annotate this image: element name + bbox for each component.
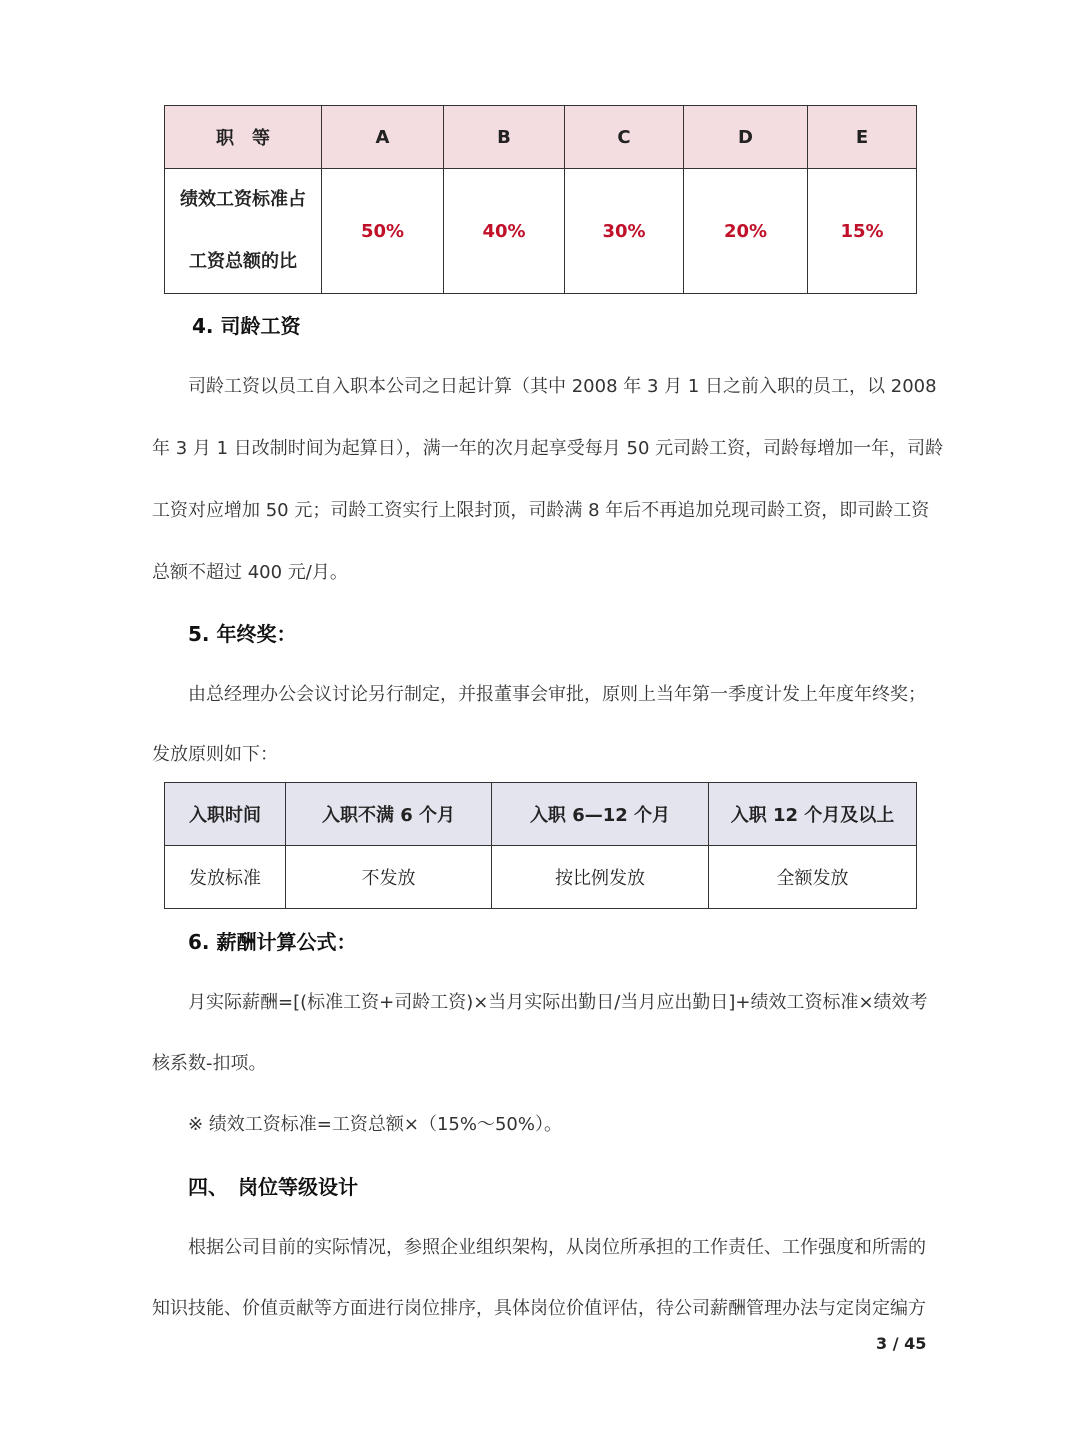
- page-number: 3 / 45: [876, 1334, 927, 1353]
- header-6-12: 入职 6—12 个月: [492, 783, 709, 846]
- header-e: E: [808, 106, 917, 169]
- table-row: [165, 846, 917, 909]
- table-header-row: [165, 106, 917, 169]
- value-a: 50%: [322, 169, 444, 294]
- header-under-6: 入职不满 6 个月: [286, 783, 492, 846]
- cell-under-6: 不发放: [286, 846, 492, 909]
- section-four-line-1: 根据公司目前的实际情况，参照企业组织架构，从岗位所承担的工作责任、工作强度和所需的: [188, 1237, 926, 1258]
- section-5-line-2: 发放原则如下：: [152, 744, 278, 765]
- section-4-title: 4. 司龄工资: [192, 314, 301, 338]
- section-4-line-4: 总额不超过 400 元/月。: [152, 562, 348, 583]
- row-label: [165, 169, 322, 294]
- value-d: 20%: [684, 169, 808, 294]
- header-tenure: 入职时间: [165, 783, 286, 846]
- section-four-line-2: 知识技能、价值贡献等方面进行岗位排序，具体岗位价值评估，待公司薪酬管理办法与定岗定编方: [152, 1298, 926, 1319]
- performance-ratio-table: [164, 105, 917, 294]
- row-label-line-1: 绩效工资标准占: [180, 189, 306, 210]
- section-5-title: 5. 年终奖：: [188, 622, 297, 646]
- table-header-row: [165, 783, 917, 846]
- section-6-title: 6. 薪酬计算公式：: [188, 930, 357, 954]
- cell-over-12: 全额发放: [709, 846, 917, 909]
- value-e: 15%: [808, 169, 917, 294]
- header-b: B: [444, 106, 565, 169]
- header-c: C: [565, 106, 684, 169]
- row-label-line-2: 工资总额的比: [189, 251, 297, 272]
- section-4-line-2: 年 3 月 1 日改制时间为起算日），满一年的次月起享受每月 50 元司龄工资，司龄每增加一年，司龄: [152, 438, 944, 459]
- table-row: [165, 169, 917, 294]
- value-c: 30%: [565, 169, 684, 294]
- section-4-line-1: 司龄工资以员工自入职本公司之日起计算（其中 2008 年 3 月 1 日之前入职的员工，以 2008: [188, 376, 937, 397]
- section-6-note: ※ 绩效工资标准=工资总额×（15%～50%）。: [188, 1114, 562, 1135]
- header-grade: 职 等: [165, 106, 322, 169]
- cell-6-12: 按比例发放: [492, 846, 709, 909]
- section-four-title: 四、 岗位等级设计: [188, 1175, 358, 1199]
- value-b: 40%: [444, 169, 565, 294]
- section-6-line-1: 月实际薪酬=[(标准工资+司龄工资)×当月实际出勤日/当月应出勤日]+绩效工资标准×绩效考: [188, 992, 928, 1013]
- bonus-rule-table: [164, 782, 917, 909]
- section-6-line-2: 核系数-扣项。: [152, 1053, 267, 1074]
- header-over-12: 入职 12 个月及以上: [709, 783, 917, 846]
- header-d: D: [684, 106, 808, 169]
- section-5-line-1: 由总经理办公会议讨论另行制定，并报董事会审批，原则上当年第一季度计发上年度年终奖；: [188, 684, 926, 705]
- header-a: A: [322, 106, 444, 169]
- section-4-line-3: 工资对应增加 50 元；司龄工资实行上限封顶，司龄满 8 年后不再追加兑现司龄工资，即司龄工资: [152, 500, 930, 521]
- row-label: 发放标准: [165, 846, 286, 909]
